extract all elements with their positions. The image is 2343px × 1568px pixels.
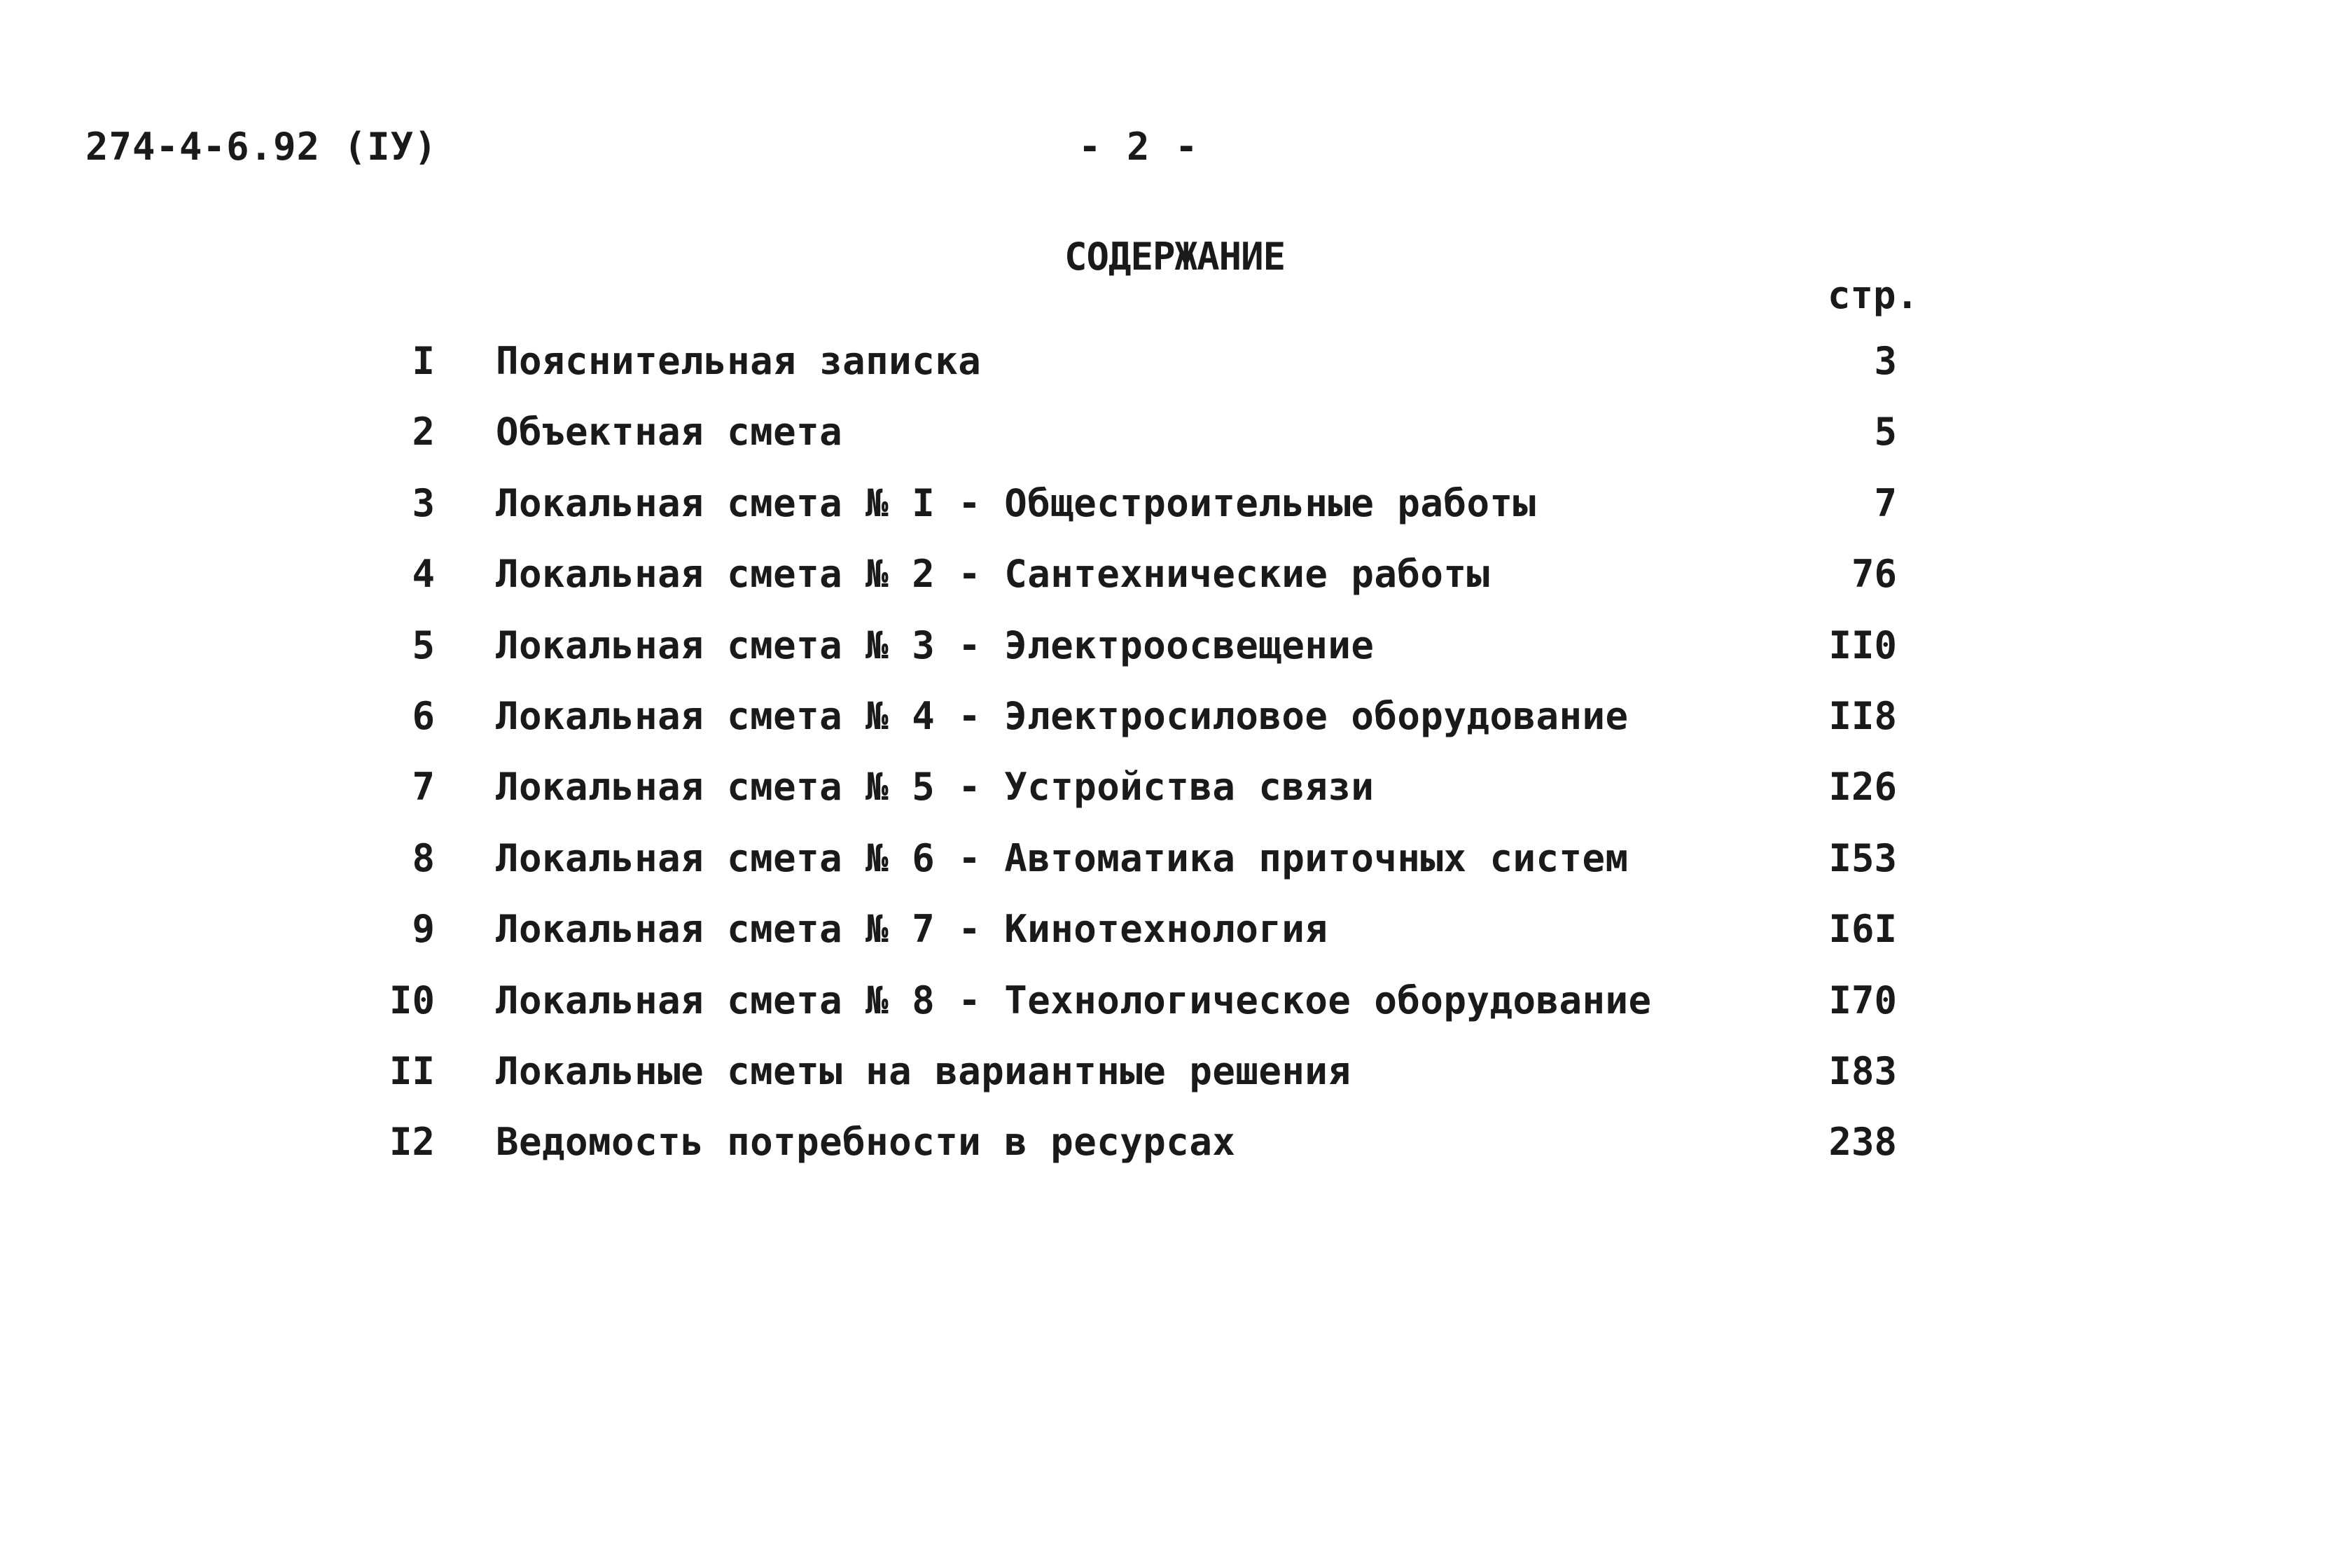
toc-row — [0, 976, 2343, 1046]
toc-item-title: Локальная смета № I - Общестроительные работы — [496, 480, 1536, 525]
toc-item-number: 4 — [412, 552, 435, 597]
toc-item-number: 6 — [412, 693, 435, 738]
toc-item-page: 76 — [1851, 552, 1897, 597]
toc-item-number: 3 — [412, 480, 435, 525]
toc-row — [0, 336, 2343, 407]
toc-item-number: 9 — [412, 907, 435, 952]
toc-item-title: Пояснительная записка — [496, 339, 982, 383]
toc-item-title: Ведомость потребности в ресурсах — [496, 1120, 1236, 1165]
toc-row — [0, 762, 2343, 833]
toc-item-title: Локальные сметы на вариантные решения — [496, 1048, 1351, 1093]
toc-item-page: I53 — [1828, 835, 1897, 880]
toc-item-number: 7 — [412, 765, 435, 810]
toc-item-title: Локальная смета № 8 - Технологическое оборудование — [496, 978, 1652, 1022]
toc-item-page: 3 — [1874, 339, 1897, 383]
toc-item-number: 5 — [412, 623, 435, 667]
page-column-label: стр. — [1828, 273, 1919, 317]
table-of-contents — [0, 336, 2343, 1188]
toc-item-page: 7 — [1874, 480, 1897, 525]
toc-item-page: 5 — [1874, 410, 1897, 455]
toc-item-page: I70 — [1828, 978, 1897, 1022]
toc-row — [0, 407, 2343, 478]
toc-item-page: I83 — [1828, 1048, 1897, 1093]
toc-item-number: II — [389, 1048, 435, 1093]
toc-item-title: Локальная смета № 7 - Кинотехнология — [496, 907, 1328, 952]
toc-row — [0, 478, 2343, 549]
toc-item-title: Локальная смета № 6 - Автоматика приточных систем — [496, 835, 1629, 880]
toc-item-title: Локальная смета № 2 - Сантехнические работы — [496, 552, 1490, 597]
toc-title: СОДЕРЖАНИЕ — [1064, 235, 1286, 279]
toc-row — [0, 1046, 2343, 1117]
toc-row — [0, 833, 2343, 904]
toc-item-title: Локальная смета № 4 - Электросиловое оборудование — [496, 693, 1629, 738]
toc-row — [0, 620, 2343, 691]
toc-item-title: Локальная смета № 3 - Электроосвещение — [496, 623, 1375, 667]
toc-item-number: I — [412, 339, 435, 383]
toc-item-page: I26 — [1828, 765, 1897, 810]
toc-item-title: Локальная смета № 5 - Устройства связи — [496, 765, 1375, 810]
toc-row — [0, 904, 2343, 975]
toc-item-page: II0 — [1828, 623, 1897, 667]
toc-item-number: 8 — [412, 835, 435, 880]
toc-item-page: II8 — [1828, 693, 1897, 738]
toc-item-number: 2 — [412, 410, 435, 455]
page-number: - 2 - — [1078, 125, 1200, 169]
toc-item-number: I0 — [389, 978, 435, 1022]
toc-row — [0, 549, 2343, 620]
toc-item-page: 238 — [1828, 1120, 1897, 1165]
toc-row — [0, 1117, 2343, 1188]
toc-item-number: I2 — [389, 1120, 435, 1165]
toc-row — [0, 691, 2343, 762]
document-code: 274-4-6.92 (IУ) — [85, 125, 438, 169]
toc-item-title: Объектная смета — [496, 410, 843, 455]
toc-item-page: I6I — [1828, 907, 1897, 952]
